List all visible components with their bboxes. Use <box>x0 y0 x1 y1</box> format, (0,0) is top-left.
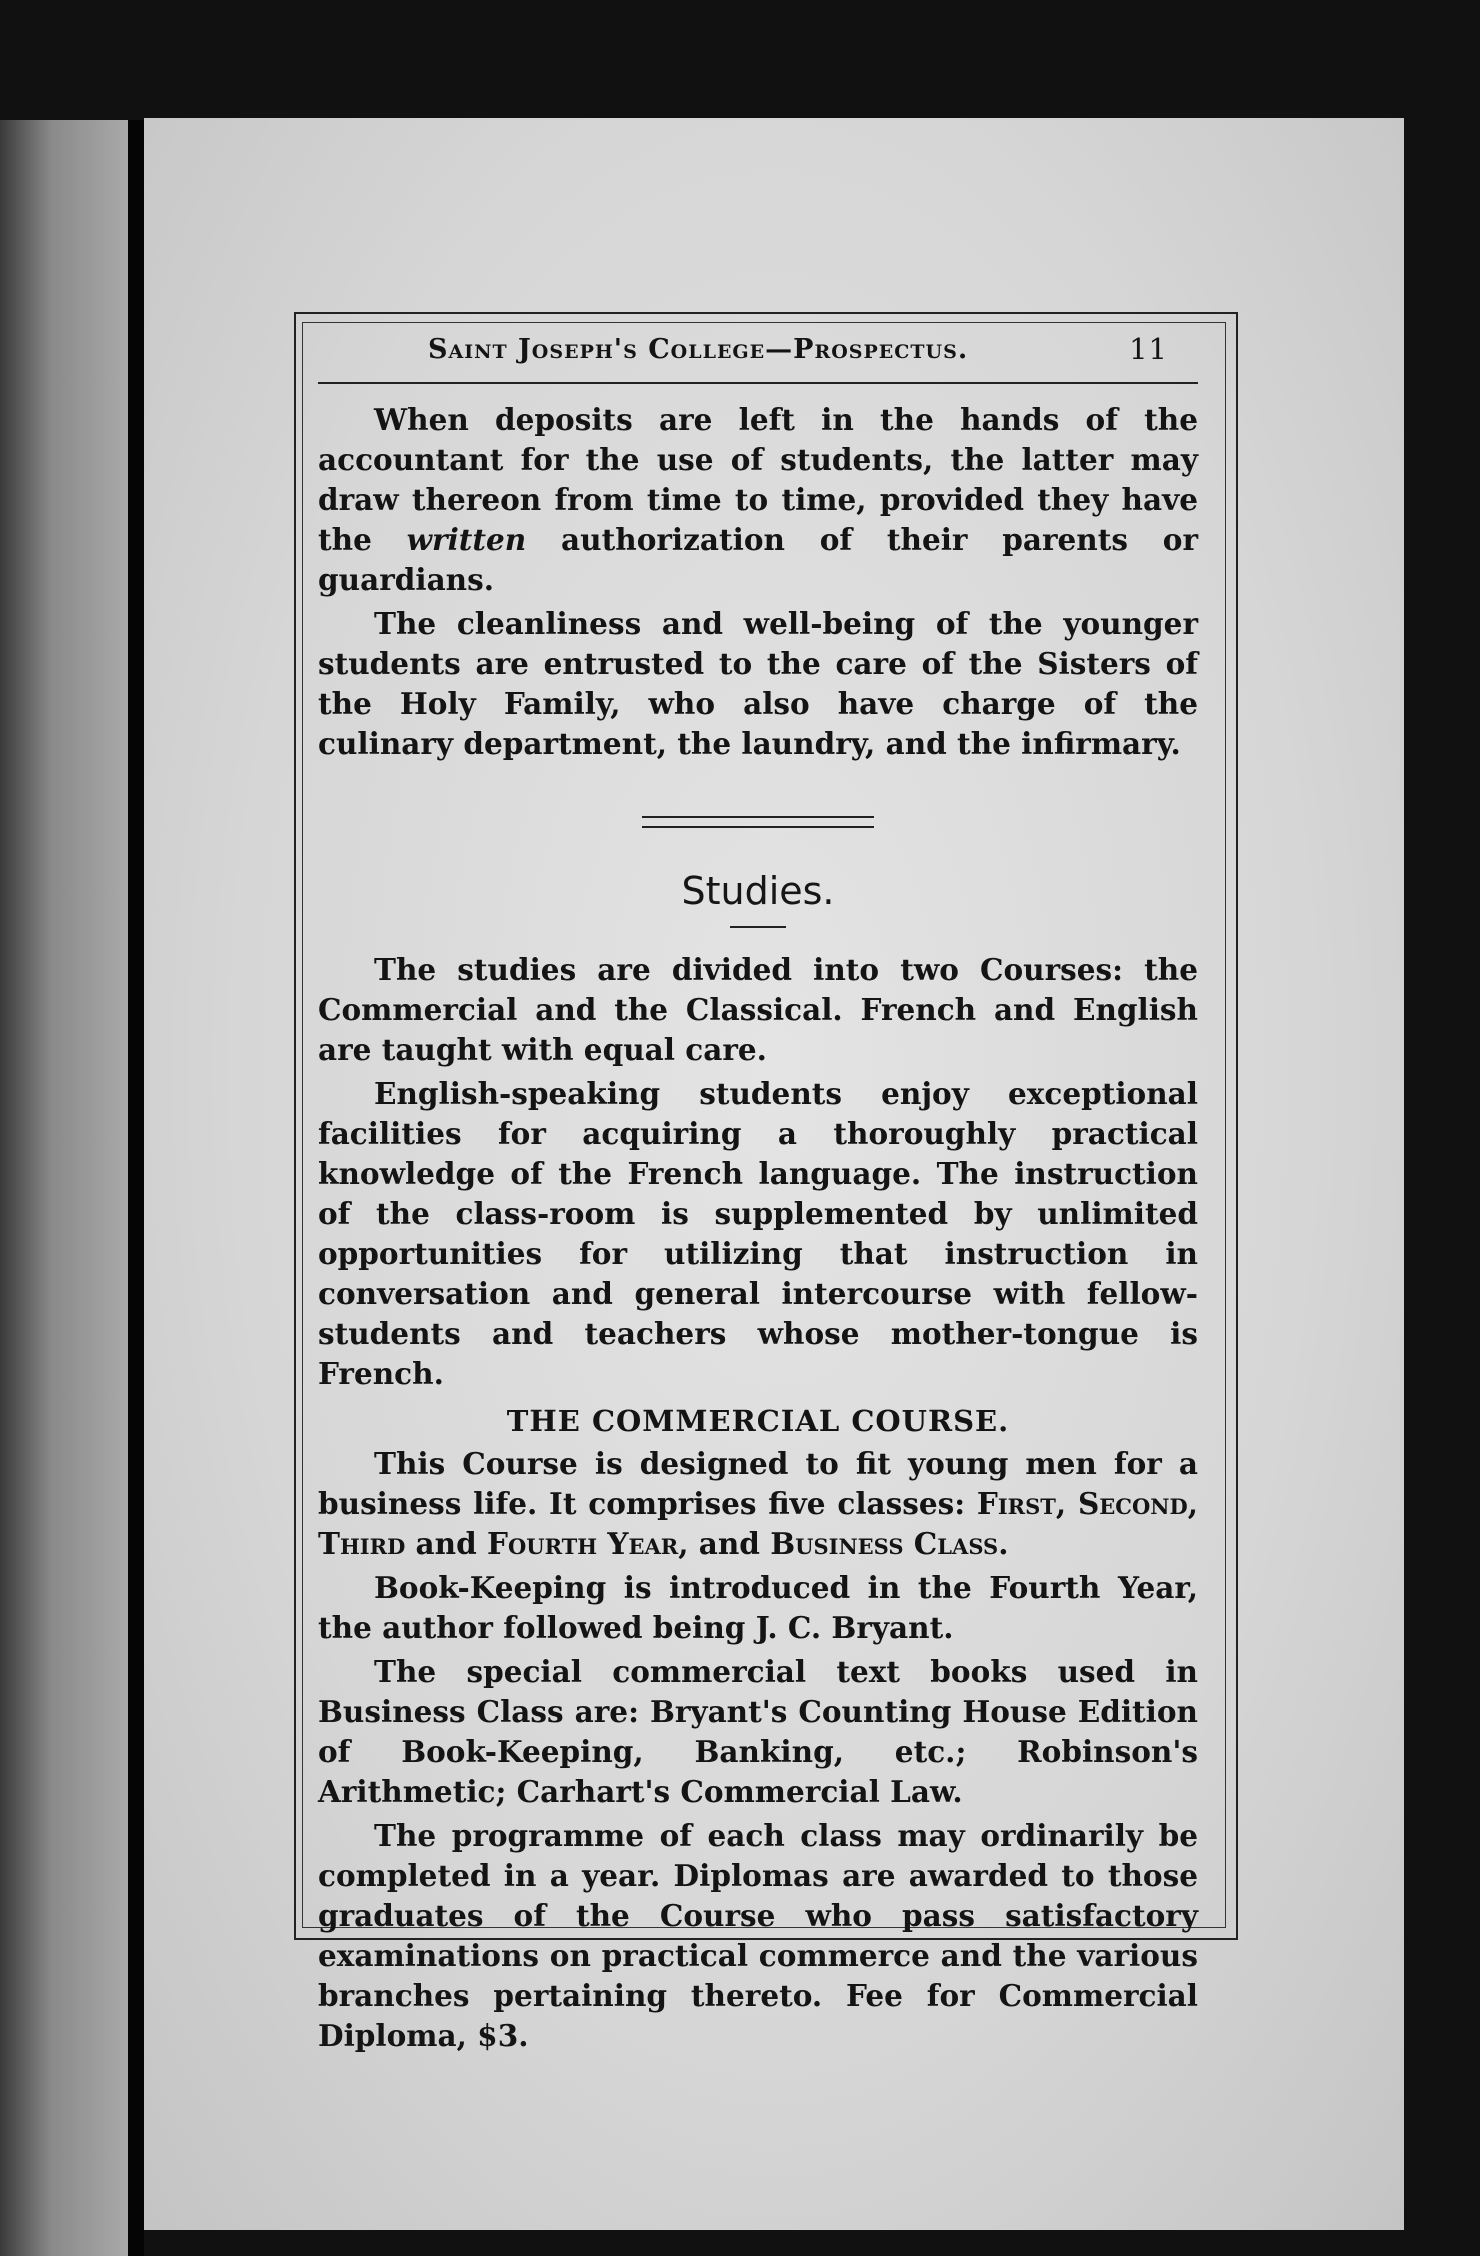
paragraph-text-books: The special commercial text books used in Business Class are: Bryant's Counting House Edition of Book-Keeping, Banking, etc.; Robinson's Arithmetic; Carhart's Commercial Law. <box>318 1654 1198 1809</box>
text-run: , <box>1187 1486 1198 1521</box>
short-rule <box>730 926 786 928</box>
text-run: This Course is designed to fit young men for a business life. It comprises five classes: <box>318 1446 1198 1521</box>
emphasis-written: written <box>406 522 527 557</box>
paragraph-courses: The studies are divided into two Courses: the Commercial and the Classical. French and English are taught with equal care. <box>318 952 1198 1067</box>
text-run: and <box>405 1526 488 1561</box>
text-run: When deposits are left in the hands of the accountant for the use of students, the latter may draw thereon from time to time, provided they have the <box>318 402 1198 557</box>
book-gutter <box>128 120 144 2256</box>
paragraph-course-design <box>318 1444 1198 1564</box>
studies-heading: Studies. <box>681 869 835 913</box>
class-third: Third <box>318 1526 406 1561</box>
class-business: Business Class <box>770 1526 999 1561</box>
paragraph-english-speaking: English-speaking students enjoy exceptional facilities for acquiring a thoroughly practical knowledge of the French language. The instruction of the class-room is supplemented by unlimited opportunities for utilizing that instruction in conversation and general intercourse with fellow-students and teachers whose mother-tongue is French. <box>318 1076 1198 1391</box>
page-content <box>318 330 1198 2056</box>
text-run: , <box>1055 1486 1078 1521</box>
paragraph-programme: The programme of each class may ordinarily be completed in a year. Diplomas are awarded to those graduates of the Course who pass satisfactory examinations on practical commerce and the various branches pertaining thereto. Fee for Commercial Diploma, $3. <box>318 1818 1198 2053</box>
commercial-course-heading: THE COMMERCIAL COURSE. <box>506 1404 1010 1438</box>
class-second: Second <box>1077 1486 1188 1521</box>
page-number: 11 <box>1129 332 1168 366</box>
paragraph-deposits <box>318 400 1198 600</box>
intro-section <box>318 400 1198 764</box>
class-fourth-year: Fourth Year <box>487 1526 679 1561</box>
facing-page-edge <box>0 120 128 2256</box>
double-rule-divider <box>642 816 874 828</box>
text-run: . <box>998 1526 1009 1561</box>
class-first: First <box>976 1486 1056 1521</box>
text-run: authorization of their parents or guardians. <box>318 522 1198 597</box>
paragraph-book-keeping: Book-Keeping is introduced in the Fourth Year, the author followed being J. C. Bryant. <box>318 1570 1198 1645</box>
running-title: Saint Joseph's College—Prospectus. <box>428 334 969 365</box>
running-header <box>318 330 1198 384</box>
paragraph-cleanliness: The cleanliness and well-being of the younger students are entrusted to the care of the Sisters of the Holy Family, who also have charge of the culinary department, the laundry, and the infirmary. <box>318 606 1198 761</box>
text-run: , and <box>678 1526 771 1561</box>
